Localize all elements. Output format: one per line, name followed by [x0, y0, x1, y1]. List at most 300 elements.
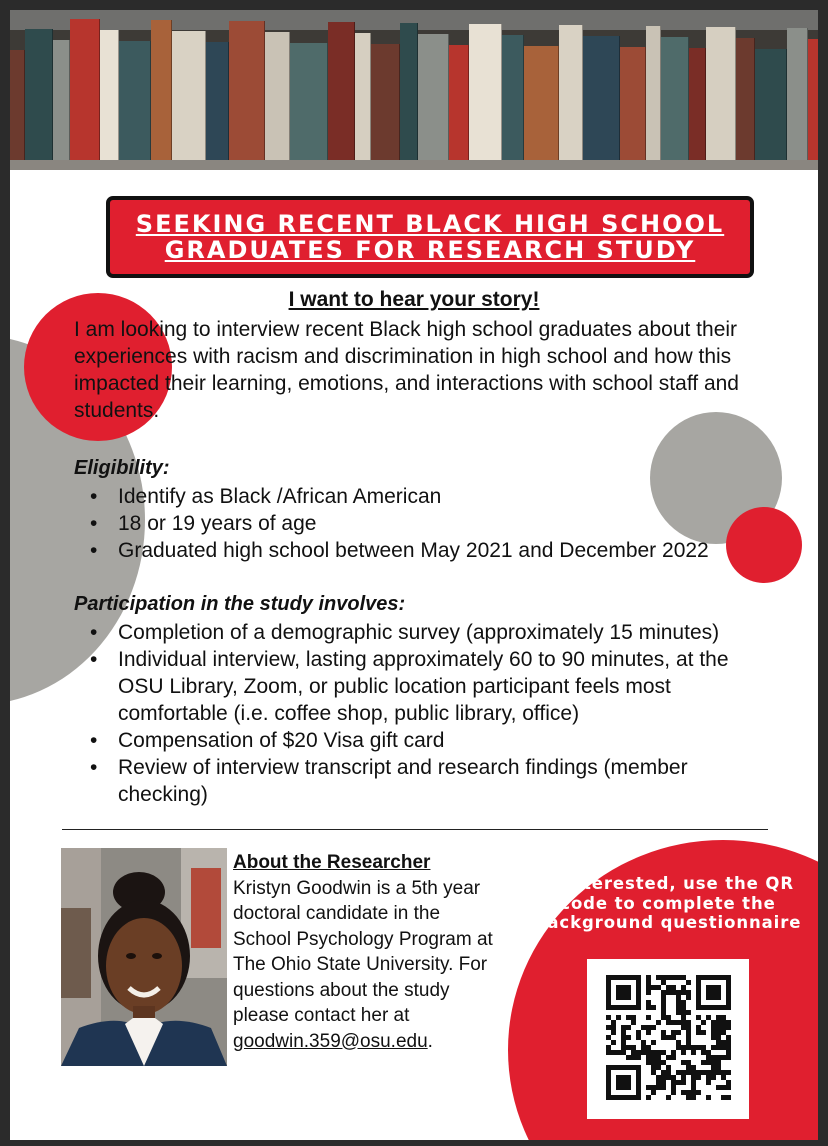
qr-module	[636, 1050, 641, 1055]
qr-module	[706, 1070, 711, 1075]
qr-module	[721, 1085, 726, 1090]
qr-module	[626, 1065, 631, 1070]
qr-module	[726, 980, 731, 985]
qr-module	[726, 1085, 731, 1090]
qr-module	[671, 975, 676, 980]
qr-module	[616, 1065, 621, 1070]
qr-module	[656, 1080, 661, 1085]
qr-module	[716, 995, 721, 1000]
qr-module	[716, 1030, 721, 1035]
qr-module	[726, 1040, 731, 1045]
headline-line-1: SEEKING RECENT BLACK HIGH SCHOOL	[135, 210, 725, 238]
qr-module	[671, 990, 676, 995]
qr-module	[716, 1035, 721, 1040]
qr-module	[696, 995, 701, 1000]
qr-module	[656, 1075, 661, 1080]
qr-module	[681, 1060, 686, 1065]
qr-module	[691, 1050, 696, 1055]
qr-module	[681, 1050, 686, 1055]
qr-module	[661, 1080, 666, 1085]
qr-module	[701, 1050, 706, 1055]
participation-item: • Review of interview transcript and research findings (member checking)	[74, 754, 746, 808]
book-spine	[620, 47, 646, 160]
about-researcher	[233, 850, 493, 1054]
qr-module	[606, 1005, 611, 1010]
qr-module	[681, 1010, 686, 1015]
qr-module	[686, 1090, 691, 1095]
qr-module	[696, 985, 701, 990]
qr-module	[611, 1030, 616, 1035]
qr-module	[661, 1035, 666, 1040]
qr-module	[671, 1055, 676, 1060]
qr-module	[671, 1080, 676, 1085]
eligibility-list	[74, 483, 780, 564]
eligibility-heading: Eligibility:	[74, 457, 170, 479]
qr-module	[651, 1005, 656, 1010]
qr-module	[621, 1075, 626, 1080]
qr-module	[671, 1085, 676, 1090]
qr-module	[701, 1045, 706, 1050]
book-spine	[229, 21, 265, 160]
qr-module	[681, 990, 686, 995]
qr-module	[691, 1080, 696, 1085]
qr-module	[681, 1045, 686, 1050]
qr-module	[716, 1045, 721, 1050]
researcher-email-link[interactable]: goodwin.359@osu.edu	[233, 1030, 428, 1052]
qr-module	[636, 1085, 641, 1090]
qr-module	[611, 975, 616, 980]
qr-module	[626, 1080, 631, 1085]
qr-module	[611, 1005, 616, 1010]
headline-banner	[106, 196, 754, 278]
qr-module	[626, 1095, 631, 1100]
qr-module	[656, 1055, 661, 1060]
qr-module	[626, 990, 631, 995]
qr-module	[711, 1035, 716, 1040]
qr-module	[631, 1020, 636, 1025]
qr-module	[646, 1015, 651, 1020]
qr-call-to-action: If interested, use the QR code to complete the background questionnaire	[534, 874, 802, 932]
qr-module	[626, 1045, 631, 1050]
qr-module	[656, 1085, 661, 1090]
qr-module	[711, 990, 716, 995]
qr-module	[621, 1005, 626, 1010]
qr-module	[696, 1015, 701, 1020]
qr-module	[696, 975, 701, 980]
qr-module	[606, 1090, 611, 1095]
qr-module	[681, 1090, 686, 1095]
qr-module	[636, 1005, 641, 1010]
researcher-bio	[233, 876, 493, 1055]
qr-module	[651, 985, 656, 990]
qr-module	[621, 1045, 626, 1050]
qr-module	[681, 1005, 686, 1010]
book-spine	[706, 27, 736, 160]
qr-module	[651, 1065, 656, 1070]
qr-module	[721, 1005, 726, 1010]
qr-module	[676, 995, 681, 1000]
qr-module	[626, 1075, 631, 1080]
qr-module	[611, 1020, 616, 1025]
qr-module	[686, 1070, 691, 1075]
qr-module	[606, 1035, 611, 1040]
qr-module	[646, 1060, 651, 1065]
qr-module	[661, 1030, 666, 1035]
qr-module	[696, 1045, 701, 1050]
qr-module	[711, 1025, 716, 1030]
qr-module	[651, 1040, 656, 1045]
qr-module	[606, 980, 611, 985]
qr-module	[656, 985, 661, 990]
qr-module	[706, 1015, 711, 1020]
book-spine	[290, 43, 328, 160]
eligibility-item: • Identify as Black /African American	[74, 483, 780, 510]
qr-module	[621, 990, 626, 995]
participation-item: • Completion of a demographic survey (approximately 15 minutes)	[74, 619, 746, 646]
intro-paragraph: I am looking to interview recent Black high school graduates about their experiences with racism and discrimination in high school and how this impacted their learning, emotions, and interactions with school staff and students.	[74, 318, 739, 422]
qr-module	[716, 990, 721, 995]
qr-module	[666, 1055, 671, 1060]
qr-module	[716, 1025, 721, 1030]
qr-module	[646, 990, 651, 995]
qr-module	[606, 1075, 611, 1080]
qr-module	[646, 980, 651, 985]
qr-module	[661, 1005, 666, 1010]
qr-module	[701, 1005, 706, 1010]
qr-module	[606, 1000, 611, 1005]
qr-module	[686, 990, 691, 995]
qr-module	[626, 1085, 631, 1090]
qr-module	[696, 1030, 701, 1035]
qr-module	[646, 985, 651, 990]
qr-module	[636, 1065, 641, 1070]
qr-module	[651, 1085, 656, 1090]
qr-module	[726, 1095, 731, 1100]
qr-module	[611, 1050, 616, 1055]
qr-module	[676, 1020, 681, 1025]
qr-module	[671, 1030, 676, 1035]
qr-module	[681, 1080, 686, 1085]
qr-module	[606, 1045, 611, 1050]
qr-module	[696, 1005, 701, 1010]
qr-module	[646, 1000, 651, 1005]
qr-module	[701, 1020, 706, 1025]
book-spine	[689, 48, 706, 160]
qr-module	[681, 1000, 686, 1005]
book-spine	[355, 33, 371, 160]
qr-module	[716, 1060, 721, 1065]
qr-module	[686, 1065, 691, 1070]
qr-module	[646, 1045, 651, 1050]
qr-module	[716, 1020, 721, 1025]
qr-module	[621, 1040, 626, 1045]
qr-module	[721, 1075, 726, 1080]
qr-module	[691, 1085, 696, 1090]
book-spine	[172, 31, 206, 160]
shelf-bottom	[10, 160, 818, 170]
qr-module	[606, 1080, 611, 1085]
qr-module	[661, 975, 666, 980]
qr-module	[706, 995, 711, 1000]
qr-module	[636, 1080, 641, 1085]
qr-module	[631, 1050, 636, 1055]
qr-module	[686, 1040, 691, 1045]
qr-module	[721, 1045, 726, 1050]
qr-module	[626, 975, 631, 980]
qr-module	[641, 1050, 646, 1055]
qr-module	[666, 990, 671, 995]
intro-title: I want to hear your story!	[288, 288, 540, 311]
qr-module	[666, 1020, 671, 1025]
qr-module	[691, 1065, 696, 1070]
qr-code[interactable]	[587, 959, 749, 1119]
qr-module	[716, 1005, 721, 1010]
book-spine	[70, 19, 100, 160]
qr-module	[711, 1045, 716, 1050]
qr-module	[621, 995, 626, 1000]
qr-module	[626, 985, 631, 990]
headline-text	[110, 211, 750, 263]
qr-module	[646, 1050, 651, 1055]
qr-module	[661, 1075, 666, 1080]
qr-module	[676, 1000, 681, 1005]
qr-module	[696, 980, 701, 985]
qr-module	[691, 1075, 696, 1080]
book-spine	[371, 44, 400, 160]
qr-module	[636, 980, 641, 985]
qr-module	[671, 1035, 676, 1040]
qr-module	[711, 1020, 716, 1025]
qr-module	[681, 1025, 686, 1030]
qr-module	[706, 1095, 711, 1100]
qr-module	[636, 1000, 641, 1005]
qr-module	[621, 975, 626, 980]
qr-module	[661, 1050, 666, 1055]
qr-module	[611, 1025, 616, 1030]
qr-module	[676, 975, 681, 980]
qr-module	[606, 1085, 611, 1090]
book-spine	[53, 40, 70, 160]
book-spine	[25, 29, 53, 160]
qr-module	[631, 1055, 636, 1060]
qr-module	[711, 975, 716, 980]
qr-module	[721, 1055, 726, 1060]
qr-module	[606, 1025, 611, 1030]
qr-module	[621, 1080, 626, 1085]
qr-module	[661, 1010, 666, 1015]
eligibility-item: • Graduated high school between May 2021 and December 2022	[74, 537, 780, 564]
qr-module	[616, 1095, 621, 1100]
qr-module	[631, 1045, 636, 1050]
participation-list	[74, 619, 746, 808]
qr-module	[616, 1080, 621, 1085]
qr-module	[726, 985, 731, 990]
qr-module	[661, 980, 666, 985]
qr-module	[676, 1030, 681, 1035]
qr-module	[616, 995, 621, 1000]
qr-module	[686, 1010, 691, 1015]
qr-module	[636, 1090, 641, 1095]
qr-module	[616, 990, 621, 995]
book-spine	[328, 22, 355, 160]
qr-module	[606, 1095, 611, 1100]
qr-module	[606, 1015, 611, 1020]
qr-module	[681, 975, 686, 980]
qr-module	[686, 1035, 691, 1040]
qr-module	[606, 990, 611, 995]
qr-module	[721, 1040, 726, 1045]
qr-module	[676, 1040, 681, 1045]
book-spine	[449, 45, 469, 160]
qr-module	[681, 1075, 686, 1080]
qr-module	[661, 1000, 666, 1005]
qr-module	[706, 1005, 711, 1010]
qr-module	[616, 1075, 621, 1080]
book-spine	[10, 50, 25, 160]
qr-module	[636, 1095, 641, 1100]
qr-module	[686, 995, 691, 1000]
qr-module	[671, 1020, 676, 1025]
qr-module	[661, 995, 666, 1000]
qr-module	[611, 1040, 616, 1045]
qr-module	[626, 1055, 631, 1060]
qr-module	[621, 1065, 626, 1070]
researcher-photo	[61, 848, 227, 1066]
qr-module	[646, 1025, 651, 1030]
qr-module	[676, 1010, 681, 1015]
eligibility-item: • 18 or 19 years of age	[74, 510, 780, 537]
qr-module	[701, 1070, 706, 1075]
section-divider	[62, 829, 768, 830]
qr-module	[621, 985, 626, 990]
qr-module	[706, 985, 711, 990]
qr-module	[666, 1075, 671, 1080]
qr-module	[726, 1080, 731, 1085]
qr-module	[666, 1065, 671, 1070]
qr-module	[701, 975, 706, 980]
qr-module	[636, 1030, 641, 1035]
book-spine	[469, 24, 502, 160]
qr-module	[726, 1055, 731, 1060]
qr-module	[696, 990, 701, 995]
qr-module	[636, 1035, 641, 1040]
flyer-page	[10, 10, 818, 1140]
qr-module	[651, 1060, 656, 1065]
qr-module	[691, 1070, 696, 1075]
qr-module	[606, 975, 611, 980]
qr-module	[716, 1065, 721, 1070]
qr-module	[671, 985, 676, 990]
qr-module	[711, 1075, 716, 1080]
qr-module	[651, 1070, 656, 1075]
qr-module	[726, 990, 731, 995]
book-spine	[206, 42, 229, 160]
qr-module	[616, 985, 621, 990]
qr-module	[721, 975, 726, 980]
qr-module	[726, 1050, 731, 1055]
qr-module	[656, 1050, 661, 1055]
qr-module	[656, 1065, 661, 1070]
qr-module	[686, 1095, 691, 1100]
qr-module	[711, 1060, 716, 1065]
about-researcher-heading: About the Researcher	[233, 852, 431, 873]
qr-module	[681, 985, 686, 990]
qr-module	[726, 1045, 731, 1050]
qr-module	[621, 1030, 626, 1035]
qr-module	[671, 1050, 676, 1055]
qr-module	[656, 1060, 661, 1065]
qr-module	[696, 1070, 701, 1075]
qr-module	[621, 1035, 626, 1040]
qr-module	[616, 1085, 621, 1090]
qr-module	[606, 1070, 611, 1075]
book-spine	[661, 37, 689, 160]
participation-item: • Compensation of $20 Visa gift card	[74, 727, 746, 754]
book-spine	[119, 41, 151, 160]
book-spine	[559, 25, 583, 160]
qr-module	[626, 1015, 631, 1020]
qr-module	[706, 1075, 711, 1080]
qr-module	[686, 1045, 691, 1050]
book-spine	[755, 49, 787, 160]
qr-module	[726, 1025, 731, 1030]
qr-module	[636, 975, 641, 980]
qr-module	[671, 1090, 676, 1095]
book-spine	[524, 46, 559, 160]
qr-module	[651, 1090, 656, 1095]
bookshelf-header-image	[10, 10, 818, 170]
qr-module	[646, 975, 651, 980]
qr-module	[661, 1060, 666, 1065]
qr-module	[611, 1095, 616, 1100]
qr-module	[716, 975, 721, 980]
qr-module	[626, 995, 631, 1000]
qr-module	[711, 995, 716, 1000]
book-spine	[400, 23, 418, 160]
qr-module	[676, 990, 681, 995]
qr-module	[651, 1055, 656, 1060]
researcher-bio-text: Kristyn Goodwin is a 5th year doctoral candidate in the School Psychology Program at The Ohio State University. For questions about the study please contact her at	[233, 877, 493, 1026]
qr-module	[706, 975, 711, 980]
book-spine	[808, 39, 818, 160]
qr-module	[721, 1025, 726, 1030]
qr-module	[666, 1015, 671, 1020]
qr-module	[621, 1050, 626, 1055]
qr-module	[696, 1075, 701, 1080]
qr-module	[636, 985, 641, 990]
book-spine	[646, 26, 661, 160]
qr-module	[716, 1055, 721, 1060]
qr-module	[716, 1070, 721, 1075]
qr-module	[661, 1015, 666, 1020]
qr-module	[691, 1095, 696, 1100]
qr-module	[641, 1045, 646, 1050]
qr-module	[676, 1005, 681, 1010]
qr-module	[611, 1065, 616, 1070]
qr-module	[631, 1005, 636, 1010]
qr-module	[676, 1045, 681, 1050]
qr-module	[616, 1050, 621, 1055]
book-spine	[787, 28, 808, 160]
qr-module	[726, 995, 731, 1000]
qr-module	[641, 1025, 646, 1030]
qr-module	[606, 1050, 611, 1055]
book-spine	[583, 36, 620, 160]
qr-module	[721, 1030, 726, 1035]
qr-module	[691, 1090, 696, 1095]
qr-module	[646, 1055, 651, 1060]
qr-module	[726, 1070, 731, 1075]
